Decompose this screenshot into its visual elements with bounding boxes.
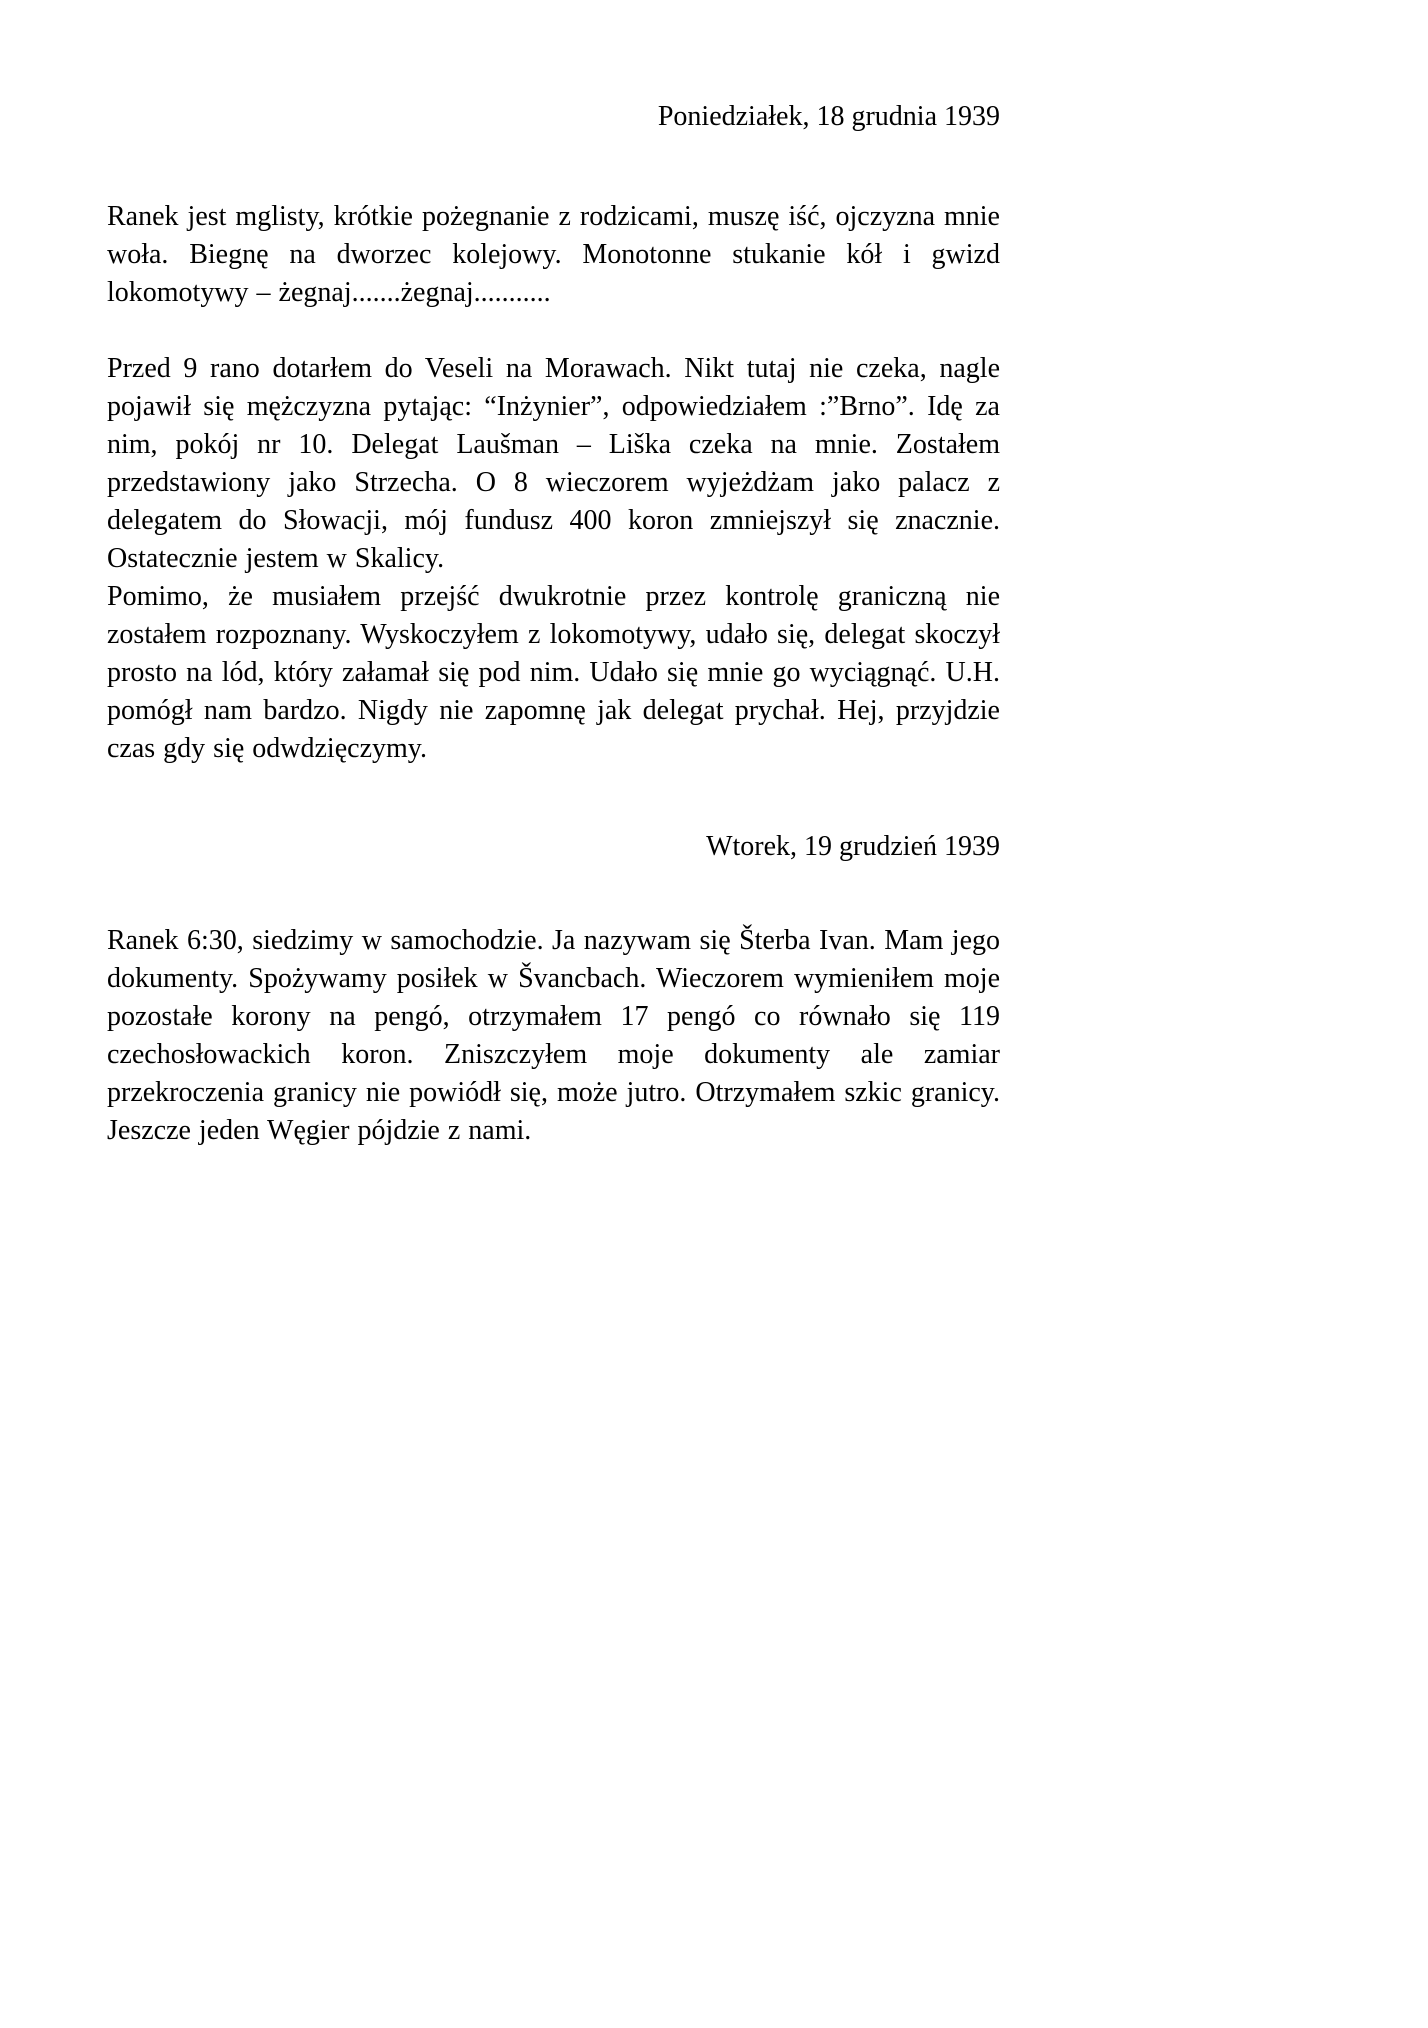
entry-paragraph: Pomimo, że musiałem przejść dwukrotnie przez kontrolę graniczną nie zostałem rozpoznany. Wyskoczyłem z lokomotywy, udało się, delegat skoczył prosto na lód, który załamał się pod nim. Udało się mnie go wyciągnąć. U.H. pomógł nam bardzo. Nigdy nie zapomnę jak delegat prychał. Hej, przyjdzie czas gdy się odwdzięczymy. xyxy=(107,581,1000,764)
entry-date: Poniedziałek, 18 grudnia 1939 xyxy=(657,101,1000,132)
entry-paragraph: Ranek jest mglisty, krótkie pożegnanie z rodzicami, muszę iść, ojczyzna mnie woła. Biegnę na dworzec kolejowy. Monotonne stukanie kół i gwizd lokomotywy – żegnaj.......żegnaj........... xyxy=(107,201,1000,308)
entry-date: Wtorek, 19 grudzień 1939 xyxy=(706,831,1000,862)
diary-entry xyxy=(107,98,1000,768)
entry-paragraph: Przed 9 rano dotarłem do Veseli na Morawach. Nikt tutaj nie czeka, nagle pojawił się mężczyzna pytając: “Inżynier”, odpowiedziałem :”Brno”. Idę za nim, pokój nr 10. Delegat Laušman – Liška czeka na mnie. Zostałem przedstawiony jako Strzecha. O 8 wieczorem wyjeżdżam jako palacz z delegatem do Słowacji, mój fundusz 400 koron zmniejszył się znacznie. Ostatecznie jestem w Skalicy. xyxy=(107,353,1000,574)
diary-entry xyxy=(107,828,1000,1150)
entry-paragraph: Ranek 6:30, siedzimy w samochodzie. Ja nazywam się Šterba Ivan. Mam jego dokumenty. Spożywamy posiłek w Švancbach. Wieczorem wymieniłem moje pozostałe korony na pengó, otrzymałem 17 pengó co równało się 119 czechosłowackich koron. Zniszczyłem moje dokumenty ale zamiar przekroczenia granicy nie powiódł się, może jutro. Otrzymałem szkic granicy. Jeszcze jeden Węgier pójdzie z nami. xyxy=(107,925,1000,1146)
